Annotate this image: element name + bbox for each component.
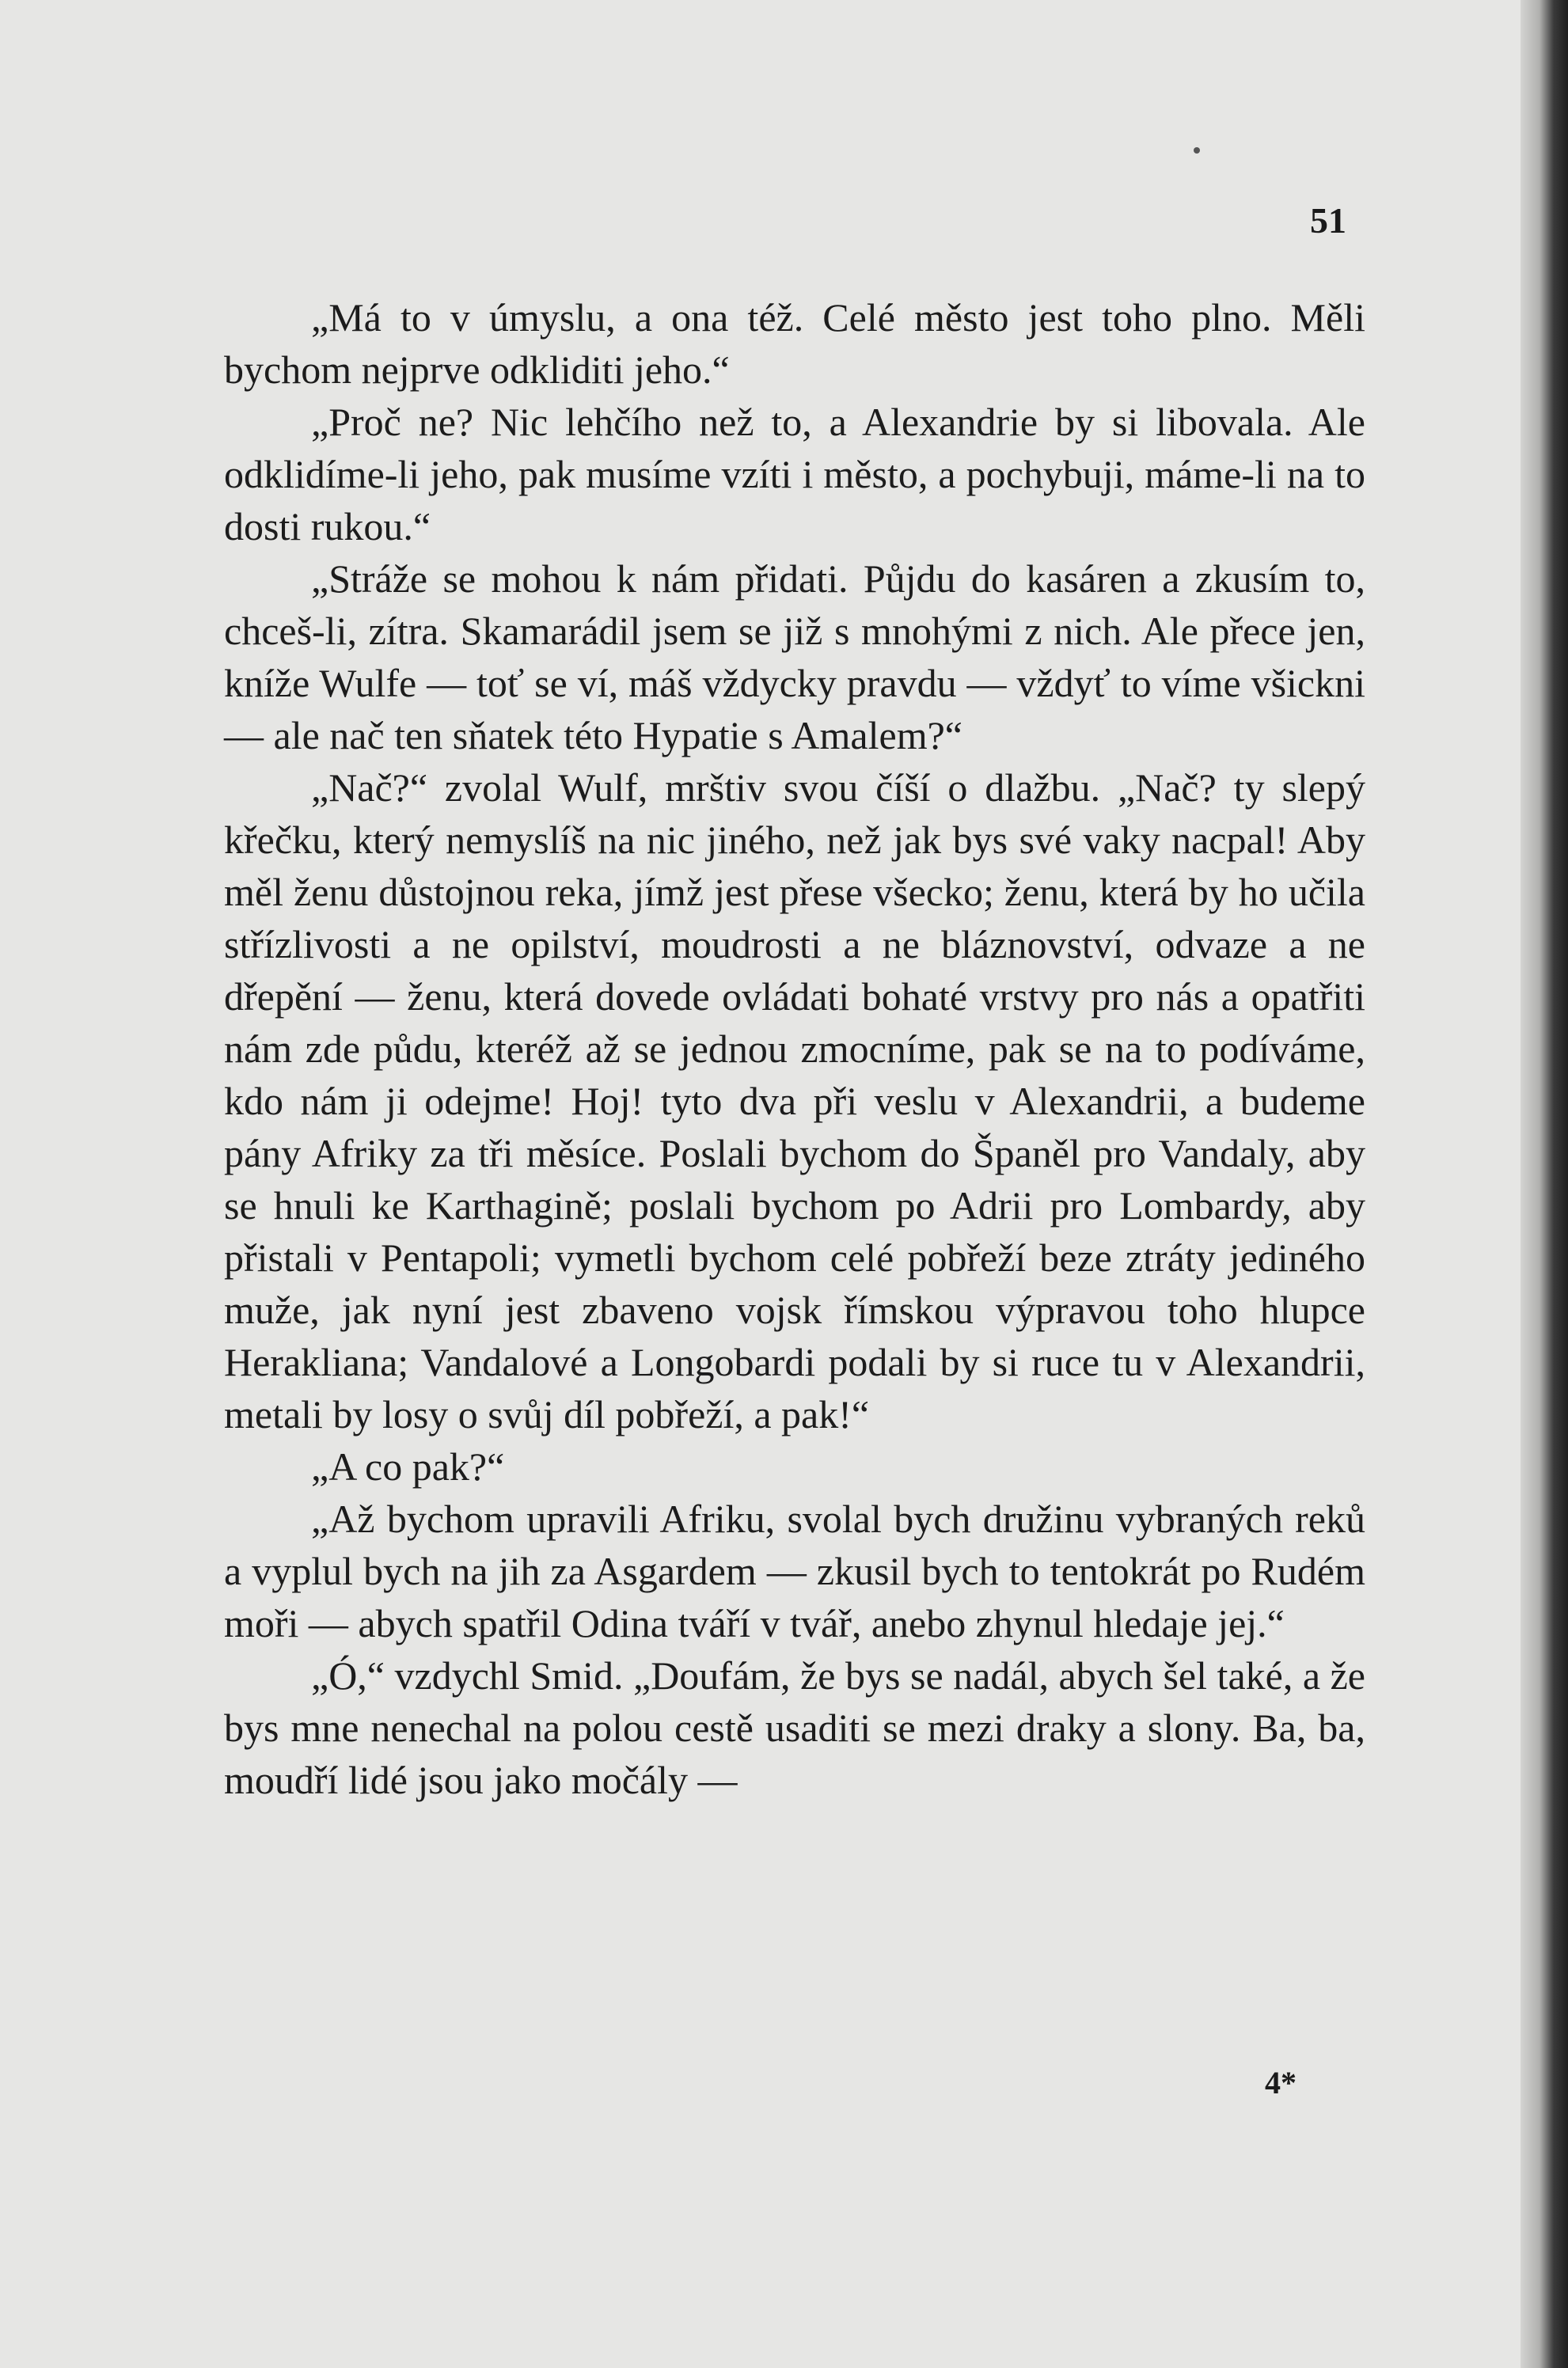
- body-text: [224, 291, 1365, 1806]
- paper-speck: [1194, 147, 1200, 154]
- paragraph: „Stráže se mohou k nám přidati. Půjdu do kasáren a zkusím to, chceš-li, zítra. Skamarádil jsem se již s mnohými z nich. Ale přece jen, kníže Wulfe — toť se ví, máš vždycky pravdu — vždyť to víme všickni — ale nač ten sňatek této Hypatie s Amalem?“: [224, 556, 1365, 757]
- page-number: 51: [1310, 200, 1346, 241]
- signature-mark: 4*: [1265, 2065, 1297, 2100]
- paragraph: „Ó,“ vzdychl Smid. „Doufám, že bys se nadál, abych šel také, a že bys mne nenechal na polou cestě usaditi se mezi draky a slony. Ba, ba, moudří lidé jsou jako močály —: [224, 1653, 1365, 1802]
- paragraph: „Má to v úmyslu, a ona též. Celé město jest toho plno. Měli bychom nejprve odkliditi jeho.“: [224, 295, 1365, 392]
- paragraph: „Proč ne? Nic lehčího než to, a Alexandrie by si libovala. Ale odklidíme-li jeho, pak musíme vzíti i město, a pochybuji, máme-li na to dosti rukou.“: [224, 400, 1365, 548]
- paragraph: „Nač?“ zvolal Wulf, mrštiv svou číší o dlažbu. „Nač? ty slepý křečku, který nemyslíš na nic jiného, než jak bys své vaky nacpal! Aby měl ženu důstojnou reka, jímž jest přese všecko; ženu, která by ho učila střízlivosti a ne opilství, moudrosti a ne bláznovství, odvaze a ne dřepění — ženu, která dovede ovládati bohaté vrstvy pro nás a opatřiti nám zde půdu, kteréž až se jednou zmocníme, pak se na to podíváme, kdo nám ji odejme! Hoj! tyto dva při veslu v Alexandrii, a budeme pány Afriky za tři měsíce. Poslali bychom do Španěl pro Vandaly, aby se hnuli ke Karthagině; poslali bychom po Adrii pro Lombardy, aby přistali v Pentapoli; vymetli bychom celé pobřeží beze ztráty jediného muže, jak nyní jest zbaveno vojsk římskou výpravou toho hlupce Herakliana; Vandalové a Longobardi podali by si ruce tu v Alexandrii, metali by losy o svůj díl pobřeží, a pak!“: [224, 765, 1365, 1436]
- paragraph: „A co pak?“: [311, 1444, 505, 1489]
- page-edge-shadow: [1521, 0, 1568, 2368]
- paragraph: „Až bychom upravili Afriku, svolal bych družinu vybraných reků a vyplul bych na jih za Asgardem — zkusil bych to tentokrát po Rudém moři — abych spatřil Odina tváří v tvář, anebo zhynul hledaje jej.“: [224, 1497, 1365, 1645]
